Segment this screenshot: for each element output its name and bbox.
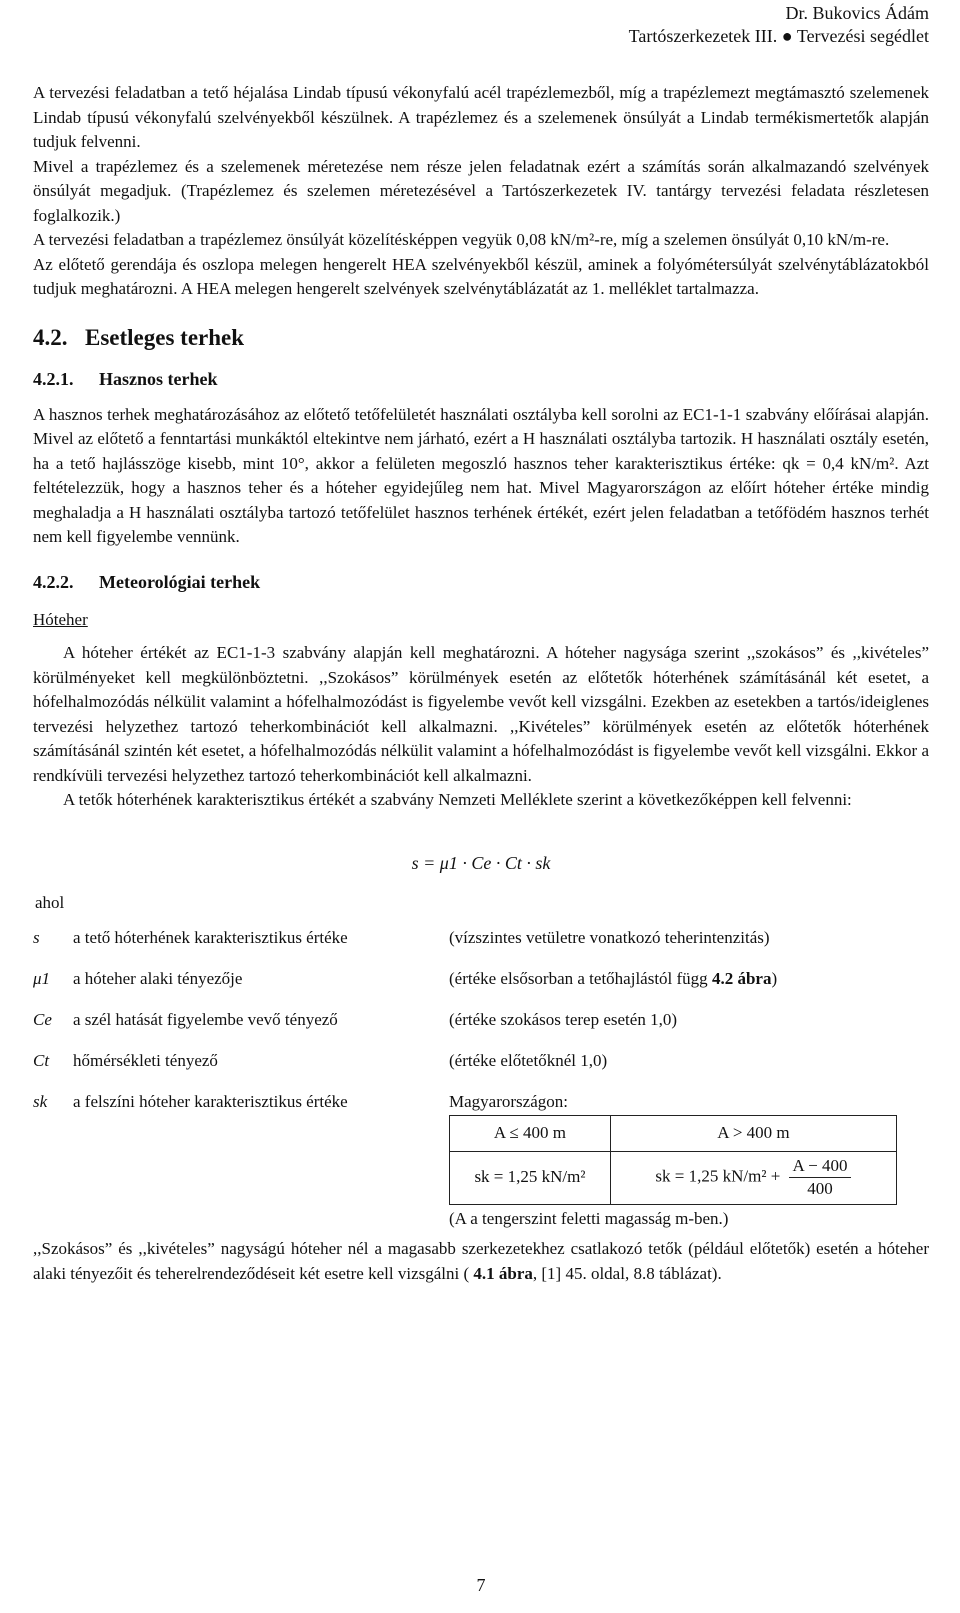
definition-symbol: s <box>33 927 40 947</box>
definition-description: a hóteher alaki tényezője <box>73 968 243 988</box>
figure-reference: 4.1 ábra <box>473 1263 533 1283</box>
definition-note: (értéke előtetőknél 1,0) <box>449 1050 608 1070</box>
table-cell <box>610 1151 896 1204</box>
hoteher-paragraph-2: A tetők hóterhének karakterisztikus értékét a szabvány Nemzeti Melléklete szerint a következőképpen kell felvenni: <box>63 790 852 809</box>
section-title: Meteorológiai terhek <box>99 571 261 592</box>
document-page <box>33 0 929 1613</box>
definition-note <box>449 967 929 992</box>
definition-symbol: μ1 <box>33 968 51 988</box>
table-row <box>450 1115 897 1151</box>
definition-symbol: Ct <box>33 1050 50 1070</box>
definition-symbol: sk <box>33 1091 48 1111</box>
fraction <box>789 1155 852 1200</box>
definition-description: a tető hóterhének karakterisztikus értéke <box>73 927 348 947</box>
definition-description: hőmérsékleti tényező <box>73 1050 218 1070</box>
definition-row <box>33 967 929 1008</box>
ahol-label: ahol <box>35 893 65 912</box>
section-heading-4-2-2 <box>33 570 929 594</box>
paragraph-2: Mivel a trapézlemez és a szelemenek méretezése nem része jelen feladatnak ezért a számítás során alkalmazandó szelvények önsúlyát megadjuk. (Trapézlemez és szelemen méretezésével a Tartószerkezetek IV. tantárgy tervezési feladata részletesen foglalkozik.) <box>33 156 929 225</box>
hoteher-subheading: Hóteher <box>33 609 88 629</box>
definition-description: a felszíni hóteher karakterisztikus értéke <box>73 1091 348 1111</box>
fraction-numerator: A − 400 <box>789 1155 852 1178</box>
note-text: (értéke elsősorban a tetőhajlástól függ <box>449 968 712 988</box>
final-paragraph <box>33 1237 929 1286</box>
snow-load-table-wrapper <box>449 1115 929 1232</box>
definition-note: (értéke szokásos terep esetén 1,0) <box>449 1009 677 1029</box>
table-note: (A a tengerszint feletti magasság m-ben.) <box>449 1208 729 1228</box>
note-text-end: ) <box>771 968 778 988</box>
definition-row <box>33 1008 929 1049</box>
formula-text: sk = 1,25 kN/m² + <box>655 1166 781 1186</box>
figure-reference: 4.2 ábra <box>711 968 772 988</box>
table-header-cell: A > 400 m <box>610 1115 896 1151</box>
section-heading-4-2 <box>33 324 929 352</box>
hasznos-terhek-paragraph: A hasznos terhek meghatározásához az előtető tetőfelületét használati osztályba kell sorolni az EC1-1-1 szabvány előírásai alapján. Mivel az előtető a fenntartási munkáktól eltekintve nem járható, ezért a H használati osztályba tartozik. H használati osztály esetén, ha a tető hajlásszöge kisebb, mint 10°, akkor a felületen megoszló hasznos teher karakterisztikus értéke: qk = 0,4 kN/m². Azt feltételezzük, hogy a hasznos teher és a hóteher egyidejűleg nem hat. Mivel Magyarországon az előírt hóteher értéke mindig meghaladja a H használati osztályba tartozó tetőfelület hasznos terhének értékét, ezért jelen feladatban a tetőfödém hasznos terhét nem kell figyelembe vennünk. <box>33 404 929 546</box>
running-header <box>33 2 929 48</box>
final-text: ,,Szokásos” és ,,kivételes” nagyságú hóteher nél a magasabb szerkezetekhez csatlakozó tetők (például előtetők) esetén a hóteher alaki tényezőit és teherelrendeződéseit két esetre kell vizsgálni ( <box>33 1239 929 1283</box>
definition-note: Magyarországon: <box>449 1091 568 1111</box>
table-header-cell: A ≤ 400 m <box>450 1115 611 1151</box>
hoteher-paragraph-1: A hóteher értékét az EC1-1-3 szabvány alapján kell meghatározni. A hóteher nagysága szerint ,,szokásos” és ,,kivételes” körülményeket kell megkülönböztetni. ,,Szokásos” körülmények esetén az előtetők hóterhének számításánál két esetet, a hófelhalmozódás nélkülit valamint a hófelhalmozódást is figyelembe vevőt kell vizsgálni. Ezekben az esetekben a tartós/ideiglenes tervezési helyzethez tartozó teherkombinációt kell alkalmazni. ,,Kivételes” körülmények esetén az előtetők hóterhének számításánál szintén két esetet, a hófelhalmozódás nélkülit valamint a hófelhalmozódást is figyelembe vevőt kell vizsgálni. Ekkor a rendkívüli tervezési helyzethez tartozó teherkombinációt kell alkalmazni. <box>33 643 929 785</box>
header-subtitle: Tartószerkezetek III. ● Tervezési segédlet <box>628 26 929 46</box>
section-number: 4.2.2. <box>33 571 74 592</box>
body-text <box>33 81 929 1286</box>
definition-note: (vízszintes vetületre vonatkozó teherintenzitás) <box>449 927 770 947</box>
snow-load-formula: s = μ1 · Ce · Ct · sk <box>411 852 551 873</box>
fraction-denominator: 400 <box>807 1179 833 1198</box>
section-title: Esetleges terhek <box>85 324 245 350</box>
definition-row <box>33 1049 929 1090</box>
paragraph-1: A tervezési feladatban a tető héjalása Lindab típusú vékonyfalú acél trapézlemezből, míg a trapézlemezt megtámasztó szelemenek Lindab típusú vékonyfalú szelvényekből készülnek. A trapézlemez és a szelemenek önsúlyát a Lindab termékismertetők alapján tudjuk felvenni. <box>33 83 929 151</box>
definition-list <box>33 926 929 1131</box>
section-number: 4.2.1. <box>33 368 74 389</box>
final-text-end: , [1] 45. oldal, 8.8 táblázat). <box>532 1263 722 1283</box>
paragraph-3: A tervezési feladatban a trapézlemez önsúlyát közelítésképpen vegyük 0,08 kN/m²-re, míg a szelemen önsúlyát 0,10 kN/m-re. <box>33 230 890 249</box>
table-cell: sk = 1,25 kN/m² <box>450 1151 611 1204</box>
snow-load-table <box>449 1115 897 1205</box>
page-number: 7 <box>476 1575 486 1595</box>
definition-symbol: Ce <box>33 1009 52 1029</box>
paragraph-4: Az előtető gerendája és oszlopa melegen hengerelt HEA szelvényekből készül, aminek a folyómétersúlyát szelvénytáblázatokból tudjuk meghatározni. A HEA melegen hengerelt szelvények szelvénytáblázatát az 1. melléklet tartalmazza. <box>33 254 929 298</box>
section-heading-4-2-1 <box>33 367 929 391</box>
header-author: Dr. Bukovics Ádám <box>785 3 929 23</box>
section-title: Hasznos terhek <box>99 368 218 389</box>
table-row <box>450 1151 897 1204</box>
section-number: 4.2. <box>33 324 68 350</box>
definition-row <box>33 926 929 967</box>
definition-description: a szél hatását figyelembe vevő tényező <box>73 1009 338 1029</box>
